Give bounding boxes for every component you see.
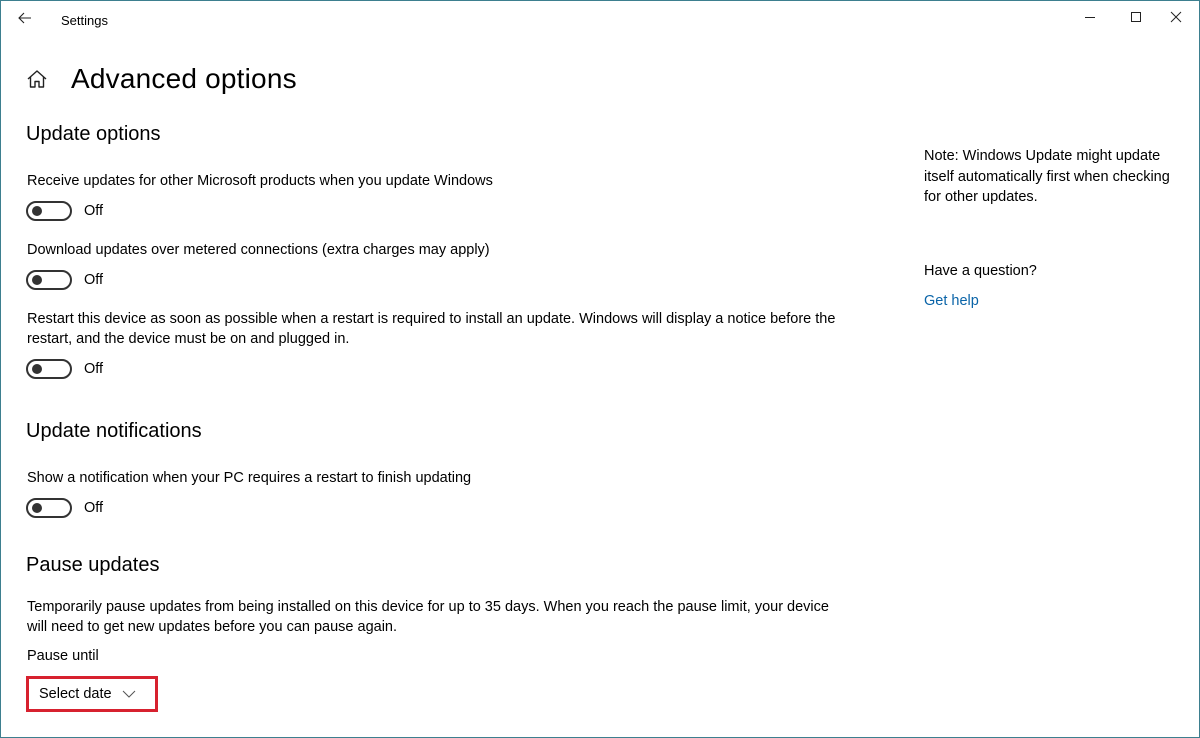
setting-label-other-products: Receive updates for other Microsoft products when you update Windows (27, 173, 493, 189)
windows-update-note: Note: Windows Update might update itself automatically first when checking for other updates. (924, 148, 1170, 205)
close-button[interactable] (1153, 1, 1199, 33)
toggle-state: Off (84, 203, 104, 219)
back-button[interactable] (11, 5, 39, 31)
toggle-other-products[interactable] (26, 201, 72, 221)
toggle-row-metered (26, 270, 103, 290)
section-title-update-options: Update options (26, 123, 161, 145)
toggle-row-restart-asap (26, 359, 103, 379)
close-icon (1170, 11, 1182, 23)
setting-label-metered: Download updates over metered connections (extra charges may apply) (27, 242, 490, 258)
page-header (25, 59, 297, 99)
title-bar (1, 1, 1199, 39)
question-heading: Have a question? (924, 263, 1037, 279)
toggle-state: Off (84, 272, 104, 288)
chevron-down-icon (122, 690, 136, 698)
toggle-row-restart-notification (26, 498, 103, 518)
setting-label-restart-asap: Restart this device as soon as possible when a restart is required to install an update. Windows will display a notice before the restart, and the device must be on and plugged in. (27, 311, 836, 347)
section-title-pause-updates: Pause updates (26, 554, 160, 576)
pause-description: Temporarily pause updates from being installed on this device for up to 35 days. When you reach the pause limit, your device will need to get new updates before you can pause again. (27, 599, 829, 635)
toggle-row-other-products (26, 201, 103, 221)
dropdown-value: Select date (39, 686, 112, 702)
home-icon[interactable] (25, 67, 49, 91)
pause-until-dropdown[interactable] (26, 676, 158, 712)
back-arrow-icon (18, 12, 32, 24)
minimize-icon (1084, 11, 1096, 23)
toggle-metered[interactable] (26, 270, 72, 290)
pause-until-label: Pause until (27, 648, 99, 664)
toggle-restart-notification[interactable] (26, 498, 72, 518)
toggle-knob (32, 206, 42, 216)
toggle-knob (32, 364, 42, 374)
minimize-button[interactable] (1067, 1, 1113, 33)
toggle-state: Off (84, 361, 104, 377)
toggle-knob (32, 275, 42, 285)
app-title: Settings (61, 13, 108, 28)
maximize-icon (1130, 11, 1142, 23)
page-title: Advanced options (71, 63, 297, 94)
setting-label-restart-notification: Show a notification when your PC requires a restart to finish updating (27, 470, 472, 486)
get-help-link[interactable]: Get help (924, 293, 979, 309)
toggle-knob (32, 503, 42, 513)
section-title-update-notifications: Update notifications (26, 420, 202, 442)
toggle-state: Off (84, 500, 104, 516)
toggle-restart-asap[interactable] (26, 359, 72, 379)
